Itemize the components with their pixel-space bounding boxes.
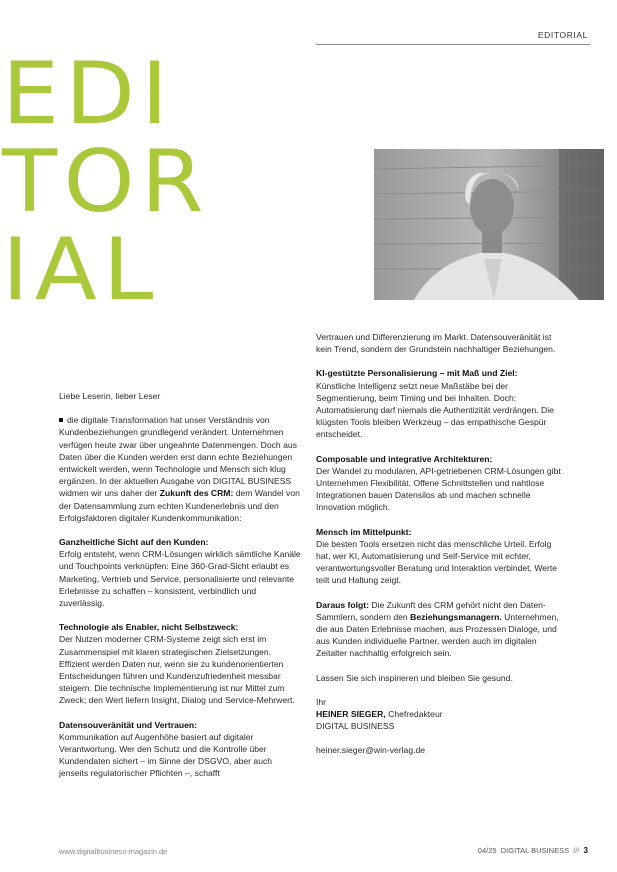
footer-website-link[interactable]: www.digitalbusiness-magazin.de bbox=[59, 847, 168, 856]
title-line-3: IAL bbox=[2, 220, 160, 320]
left-column bbox=[59, 390, 303, 780]
editorial-title bbox=[2, 44, 210, 320]
author-photo-image bbox=[374, 149, 604, 300]
section-heading: Composable und integrative Architekturen: bbox=[316, 453, 493, 464]
intro-paragraph: die digitale Transformation hat unser Verständnis von Kundenbeziehungen grundlegend verändert. Unternehmen verfügen heute zwar über ungeahnte Datenmengen. Doch aus Daten über die Kunden werden erst dann echte Beziehungen entwickelt werden, wenn Technologie und Mensch sich klug ergänzen. In der aktuellen Ausgabe von DIGITAL BUSINESS widmen wir uns daher der Zukunft des CRM: dem Wandel von der Datensammlung zum echten Kundenerlebnis und den Erfolgsfaktoren digitaler Kundenkommunikation: bbox=[59, 415, 300, 523]
signature-name-line: HEINER SIEGER, Chefredakteur bbox=[316, 709, 443, 720]
salutation: Liebe Leserin, lieber Leser bbox=[59, 391, 161, 401]
conclusion-paragraph: Daraus folgt: Die Zukunft des CRM gehört nicht den Daten-Sammlern, sondern den Beziehungsmanagern. Unternehmen, die aus Daten Erlebnisse machen, aus Prozessen Dialoge, und aus Kunden individuelle Partner, werden auch im digitalen Zeitalter nachhaltig erfolgreich sein. bbox=[316, 599, 559, 659]
section-heading: Mensch im Mittelpunkt: bbox=[316, 526, 412, 537]
section-heading: Technologie als Enabler, nicht Selbstzweck: bbox=[59, 622, 239, 633]
right-column bbox=[316, 331, 562, 757]
section-body: Erfolg entsteht, wenn CRM-Lösungen wirklich sämtliche Kanäle und Touchpoints verknüpfen: Eine 360-Grad-Sicht erlaubt es Marketing, Vertrieb und Service, personalisierte und relevante Erlebnisse zu schaffen – konsistent, verbindlich und zuverlässig. bbox=[59, 549, 301, 609]
section-body: Kommunikation auf Augenhöhe basiert auf digitaler Verantwortung. Wer den Schutz und die Kontrolle über Kundendaten sichert – im Sinne der DSGVO, aber auch jenseits regulatorischer Pflichten –, schafft bbox=[59, 731, 273, 779]
continued-paragraph: Vertrauen und Differenzierung im Markt. Datensouveränität ist kein Trend, sondern der Grundstein nachhaltiger Beziehungen. bbox=[316, 332, 556, 355]
author-email-link[interactable]: heiner.sieger@win-verlag.de bbox=[316, 745, 426, 756]
signature-ihr: Ihr bbox=[316, 696, 327, 707]
section-heading: KI-gestützte Personalisierung – mit Maß und Ziel: bbox=[316, 368, 518, 379]
closing-line: Lassen Sie sich inspirieren und bleiben Sie gesund. bbox=[316, 672, 513, 683]
header-divider bbox=[316, 44, 590, 45]
signature-publication: DIGITAL BUSINESS bbox=[316, 721, 395, 732]
section-body: Die besten Tools ersetzen nicht das menschliche Urteil. Erfolg hat, wer KI, Automatisierung und Self-Service mit echter, verantwortungsvoller Beratung und Interaktion verbindet, Werte teilt und Haltung zeigt. bbox=[316, 538, 558, 586]
section-body: Der Wandel zu modularen, API-getriebenen CRM-Lösungen gibt Unternehmen Flexibilität. Offene Schnittstellen und nahtlose Integrationen bauen Datensilos ab und machen schnelle Innovation möglich. bbox=[316, 465, 561, 513]
section-label: EDITORIAL bbox=[537, 30, 588, 40]
footer-separator: /// bbox=[573, 846, 580, 855]
title-line-1: EDI bbox=[2, 44, 175, 144]
section-body: Der Nutzen moderner CRM-Systeme zeigt sich erst im Zusammenspiel mit klaren strategischen Zielsetzungen. Effizient werden Daten nur, wenn sie zu kundenorientierten Entscheidungen führen und Kundenzufriedenheit messbar steigern. Die technische Implementierung ist nur Mittel zum Zweck; den Wert liefern Insight, Dialog und Service-Mehrwert. bbox=[59, 634, 295, 706]
section-body: Künstliche Intelligenz setzt neue Maßstäbe bei der Segmentierung, beim Timing und bei Inhalten. Doch: Automatisierung darf niemals die Authentizität verdrängen. Die klügsten Tools bleiben Werkzeug – das empathische Gespür entscheidet. bbox=[316, 380, 554, 440]
footer-magazine: DIGITAL BUSINESS bbox=[500, 846, 570, 855]
section-heading: Ganzheitliche Sicht auf den Kunden: bbox=[59, 537, 209, 548]
title-line-2: TOR bbox=[2, 132, 210, 232]
author-photo bbox=[374, 149, 604, 300]
page-number: 3 bbox=[583, 846, 588, 855]
bullet-icon bbox=[59, 418, 63, 422]
footer-page-info bbox=[478, 846, 588, 855]
section-heading: Datensouveränität und Vertrauen: bbox=[59, 719, 198, 730]
footer-issue: 04/25 bbox=[477, 846, 497, 855]
